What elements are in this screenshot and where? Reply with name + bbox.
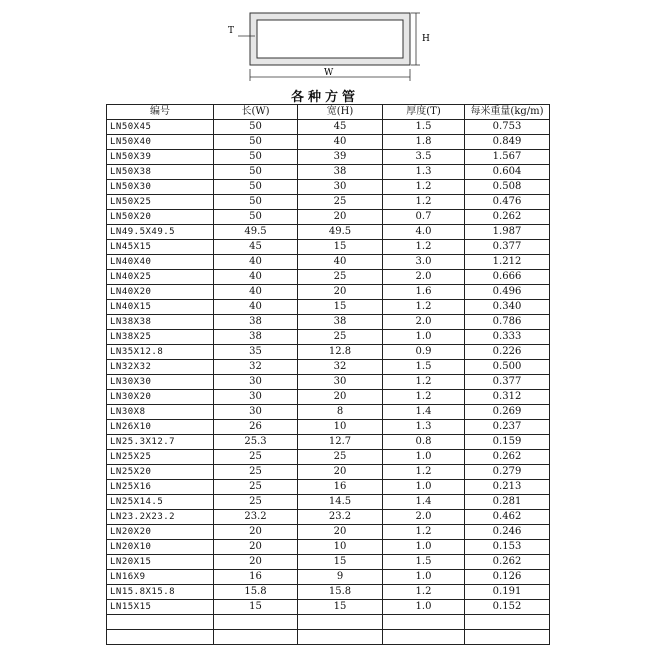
cell-weight: 0.262 — [465, 450, 550, 465]
cell-code: LN30X20 — [107, 390, 214, 405]
cell-weight: 0.153 — [465, 540, 550, 555]
cell-length: 30 — [214, 375, 298, 390]
cell-length: 50 — [214, 165, 298, 180]
cell-thickness: 3.0 — [383, 255, 465, 270]
cell-weight: 0.281 — [465, 495, 550, 510]
cell-width: 49.5 — [298, 225, 383, 240]
cell-thickness: 1.3 — [383, 420, 465, 435]
cell-length: 30 — [214, 390, 298, 405]
header-weight: 每米重量(kg/m) — [465, 105, 550, 120]
table-row — [107, 285, 550, 300]
empty-cell — [465, 615, 550, 630]
cell-weight: 0.340 — [465, 300, 550, 315]
cell-thickness: 1.0 — [383, 600, 465, 615]
cell-length: 15 — [214, 600, 298, 615]
width-label: W — [324, 68, 334, 78]
cell-thickness: 1.2 — [383, 465, 465, 480]
page-title: 各种方管 — [290, 90, 359, 105]
cell-length: 50 — [214, 195, 298, 210]
cell-length: 25 — [214, 495, 298, 510]
table-row — [107, 570, 550, 585]
cell-thickness: 0.8 — [383, 435, 465, 450]
cell-width: 15 — [298, 240, 383, 255]
table-row — [107, 300, 550, 315]
cell-code: LN15.8X15.8 — [107, 585, 214, 600]
cell-length: 38 — [214, 330, 298, 345]
cell-width: 23.2 — [298, 510, 383, 525]
table-row — [107, 255, 550, 270]
tube-spec-table — [106, 104, 550, 645]
cell-thickness: 1.5 — [383, 555, 465, 570]
cell-width: 12.7 — [298, 435, 383, 450]
table-row — [107, 240, 550, 255]
cell-length: 16 — [214, 570, 298, 585]
table-row — [107, 600, 550, 615]
cell-length: 20 — [214, 540, 298, 555]
cell-thickness: 1.2 — [383, 240, 465, 255]
header-code: 编号 — [107, 105, 214, 120]
cell-code: LN23.2X23.2 — [107, 510, 214, 525]
cell-thickness: 1.5 — [383, 120, 465, 135]
empty-cell — [214, 630, 298, 645]
empty-cell — [107, 615, 214, 630]
table-row — [107, 135, 550, 150]
cell-code: LN38X25 — [107, 330, 214, 345]
cell-weight: 0.786 — [465, 315, 550, 330]
tube-inner-cavity — [257, 20, 403, 58]
cell-thickness: 2.0 — [383, 315, 465, 330]
cell-thickness: 1.2 — [383, 390, 465, 405]
cell-code: LN20X20 — [107, 525, 214, 540]
table-row — [107, 225, 550, 240]
cell-width: 10 — [298, 540, 383, 555]
cell-length: 40 — [214, 300, 298, 315]
empty-cell — [298, 630, 383, 645]
cell-thickness: 1.0 — [383, 570, 465, 585]
cell-width: 25 — [298, 195, 383, 210]
cell-code: LN25X25 — [107, 450, 214, 465]
cell-weight: 0.269 — [465, 405, 550, 420]
table-row — [107, 435, 550, 450]
cell-width: 9 — [298, 570, 383, 585]
cell-thickness: 4.0 — [383, 225, 465, 240]
cell-code: LN40X15 — [107, 300, 214, 315]
cell-weight: 0.237 — [465, 420, 550, 435]
cell-length: 40 — [214, 270, 298, 285]
empty-cell — [298, 615, 383, 630]
cell-width: 12.8 — [298, 345, 383, 360]
table-row — [107, 405, 550, 420]
table-row — [107, 585, 550, 600]
empty-table-row — [107, 615, 550, 630]
cell-weight: 0.312 — [465, 390, 550, 405]
cell-width: 10 — [298, 420, 383, 435]
cell-thickness: 1.6 — [383, 285, 465, 300]
cell-code: LN26X10 — [107, 420, 214, 435]
cell-weight: 0.152 — [465, 600, 550, 615]
cell-weight: 0.476 — [465, 195, 550, 210]
cell-code: LN40X20 — [107, 285, 214, 300]
cell-thickness: 2.0 — [383, 510, 465, 525]
cell-code: LN38X38 — [107, 315, 214, 330]
table-row — [107, 360, 550, 375]
cell-code: LN25X20 — [107, 465, 214, 480]
cell-thickness: 1.8 — [383, 135, 465, 150]
table-row — [107, 345, 550, 360]
cell-weight: 0.604 — [465, 165, 550, 180]
cell-length: 30 — [214, 405, 298, 420]
empty-table-row — [107, 630, 550, 645]
table-header-row — [107, 105, 550, 120]
header-width: 宽(H) — [298, 105, 383, 120]
table-row — [107, 150, 550, 165]
cell-length: 49.5 — [214, 225, 298, 240]
cell-weight: 1.987 — [465, 225, 550, 240]
cell-width: 30 — [298, 375, 383, 390]
cell-length: 20 — [214, 525, 298, 540]
cell-weight: 0.377 — [465, 240, 550, 255]
cell-thickness: 3.5 — [383, 150, 465, 165]
cell-width: 8 — [298, 405, 383, 420]
cell-length: 32 — [214, 360, 298, 375]
cell-length: 50 — [214, 120, 298, 135]
cell-width: 38 — [298, 165, 383, 180]
cell-code: LN50X45 — [107, 120, 214, 135]
cell-thickness: 1.4 — [383, 495, 465, 510]
cell-weight: 0.462 — [465, 510, 550, 525]
cell-width: 15 — [298, 600, 383, 615]
cell-length: 40 — [214, 255, 298, 270]
cell-width: 40 — [298, 135, 383, 150]
cell-code: LN45X15 — [107, 240, 214, 255]
cell-width: 14.5 — [298, 495, 383, 510]
table-row — [107, 495, 550, 510]
cell-weight: 0.246 — [465, 525, 550, 540]
cell-width: 38 — [298, 315, 383, 330]
cell-weight: 0.213 — [465, 480, 550, 495]
table-row — [107, 180, 550, 195]
cell-weight: 0.262 — [465, 210, 550, 225]
cell-code: LN30X30 — [107, 375, 214, 390]
cell-thickness: 1.0 — [383, 540, 465, 555]
cell-weight: 0.849 — [465, 135, 550, 150]
cell-length: 25 — [214, 480, 298, 495]
cell-weight: 0.500 — [465, 360, 550, 375]
cell-width: 20 — [298, 285, 383, 300]
table-row — [107, 315, 550, 330]
cell-weight: 0.508 — [465, 180, 550, 195]
cell-width: 15.8 — [298, 585, 383, 600]
header-length: 长(W) — [214, 105, 298, 120]
table-row — [107, 165, 550, 180]
cell-code: LN35X12.8 — [107, 345, 214, 360]
table-row — [107, 420, 550, 435]
table-row — [107, 450, 550, 465]
cell-weight: 0.191 — [465, 585, 550, 600]
cell-code: LN40X40 — [107, 255, 214, 270]
cell-width: 39 — [298, 150, 383, 165]
table-row — [107, 510, 550, 525]
cell-code: LN50X39 — [107, 150, 214, 165]
header-thickness: 厚度(T) — [383, 105, 465, 120]
cell-weight: 0.377 — [465, 375, 550, 390]
cell-width: 20 — [298, 210, 383, 225]
cell-thickness: 1.2 — [383, 195, 465, 210]
cell-weight: 0.666 — [465, 270, 550, 285]
cell-code: LN50X38 — [107, 165, 214, 180]
cell-weight: 0.226 — [465, 345, 550, 360]
cell-weight: 0.279 — [465, 465, 550, 480]
cell-length: 25 — [214, 465, 298, 480]
cell-width: 20 — [298, 525, 383, 540]
cell-weight: 0.753 — [465, 120, 550, 135]
cell-weight: 0.496 — [465, 285, 550, 300]
cell-code: LN15X15 — [107, 600, 214, 615]
cell-length: 15.8 — [214, 585, 298, 600]
cell-thickness: 2.0 — [383, 270, 465, 285]
cell-code: LN50X20 — [107, 210, 214, 225]
table-row — [107, 330, 550, 345]
cell-thickness: 1.2 — [383, 180, 465, 195]
cell-thickness: 1.0 — [383, 480, 465, 495]
cell-width: 40 — [298, 255, 383, 270]
cell-length: 50 — [214, 210, 298, 225]
cell-thickness: 1.4 — [383, 405, 465, 420]
empty-cell — [107, 630, 214, 645]
cell-thickness: 1.5 — [383, 360, 465, 375]
cell-weight: 1.567 — [465, 150, 550, 165]
cell-length: 38 — [214, 315, 298, 330]
cell-length: 50 — [214, 180, 298, 195]
cell-thickness: 1.0 — [383, 450, 465, 465]
cell-code: LN16X9 — [107, 570, 214, 585]
cell-width: 25 — [298, 450, 383, 465]
cell-length: 20 — [214, 555, 298, 570]
cell-length: 45 — [214, 240, 298, 255]
cell-width: 20 — [298, 390, 383, 405]
table-row — [107, 390, 550, 405]
table-row — [107, 480, 550, 495]
cell-width: 25 — [298, 270, 383, 285]
height-label: H — [422, 34, 430, 44]
cell-code: LN30X8 — [107, 405, 214, 420]
cell-length: 50 — [214, 135, 298, 150]
thickness-label: T — [228, 26, 235, 36]
cell-width: 45 — [298, 120, 383, 135]
cell-width: 30 — [298, 180, 383, 195]
cell-thickness: 0.9 — [383, 345, 465, 360]
empty-cell — [465, 630, 550, 645]
cell-code: LN20X10 — [107, 540, 214, 555]
cell-code: LN49.5X49.5 — [107, 225, 214, 240]
cell-thickness: 0.7 — [383, 210, 465, 225]
cell-width: 15 — [298, 555, 383, 570]
cell-weight: 1.212 — [465, 255, 550, 270]
table-row — [107, 375, 550, 390]
cell-code: LN25.3X12.7 — [107, 435, 214, 450]
table-row — [107, 525, 550, 540]
cell-length: 50 — [214, 150, 298, 165]
cell-weight: 0.262 — [465, 555, 550, 570]
cell-thickness: 1.2 — [383, 375, 465, 390]
cell-weight: 0.333 — [465, 330, 550, 345]
cell-width: 15 — [298, 300, 383, 315]
empty-cell — [214, 615, 298, 630]
cell-thickness: 1.0 — [383, 330, 465, 345]
cell-width: 20 — [298, 465, 383, 480]
cell-length: 25 — [214, 450, 298, 465]
table-row — [107, 555, 550, 570]
cell-weight: 0.159 — [465, 435, 550, 450]
cell-length: 26 — [214, 420, 298, 435]
table-row — [107, 465, 550, 480]
table-row — [107, 540, 550, 555]
cell-length: 23.2 — [214, 510, 298, 525]
cell-code: LN50X25 — [107, 195, 214, 210]
cell-code: LN25X14.5 — [107, 495, 214, 510]
table-row — [107, 270, 550, 285]
cross-section-diagram — [200, 5, 440, 85]
cell-thickness: 1.2 — [383, 300, 465, 315]
empty-cell — [383, 615, 465, 630]
cell-code: LN25X16 — [107, 480, 214, 495]
cell-width: 16 — [298, 480, 383, 495]
cell-length: 35 — [214, 345, 298, 360]
cell-width: 32 — [298, 360, 383, 375]
table-row — [107, 195, 550, 210]
cell-thickness: 1.2 — [383, 525, 465, 540]
table-row — [107, 210, 550, 225]
empty-cell — [383, 630, 465, 645]
cell-code: LN50X40 — [107, 135, 214, 150]
cell-weight: 0.126 — [465, 570, 550, 585]
cell-code: LN20X15 — [107, 555, 214, 570]
cell-code: LN40X25 — [107, 270, 214, 285]
cell-length: 25.3 — [214, 435, 298, 450]
cell-code: LN50X30 — [107, 180, 214, 195]
cell-thickness: 1.2 — [383, 585, 465, 600]
cell-thickness: 1.3 — [383, 165, 465, 180]
cell-width: 25 — [298, 330, 383, 345]
table-row — [107, 120, 550, 135]
cell-length: 40 — [214, 285, 298, 300]
cell-code: LN32X32 — [107, 360, 214, 375]
